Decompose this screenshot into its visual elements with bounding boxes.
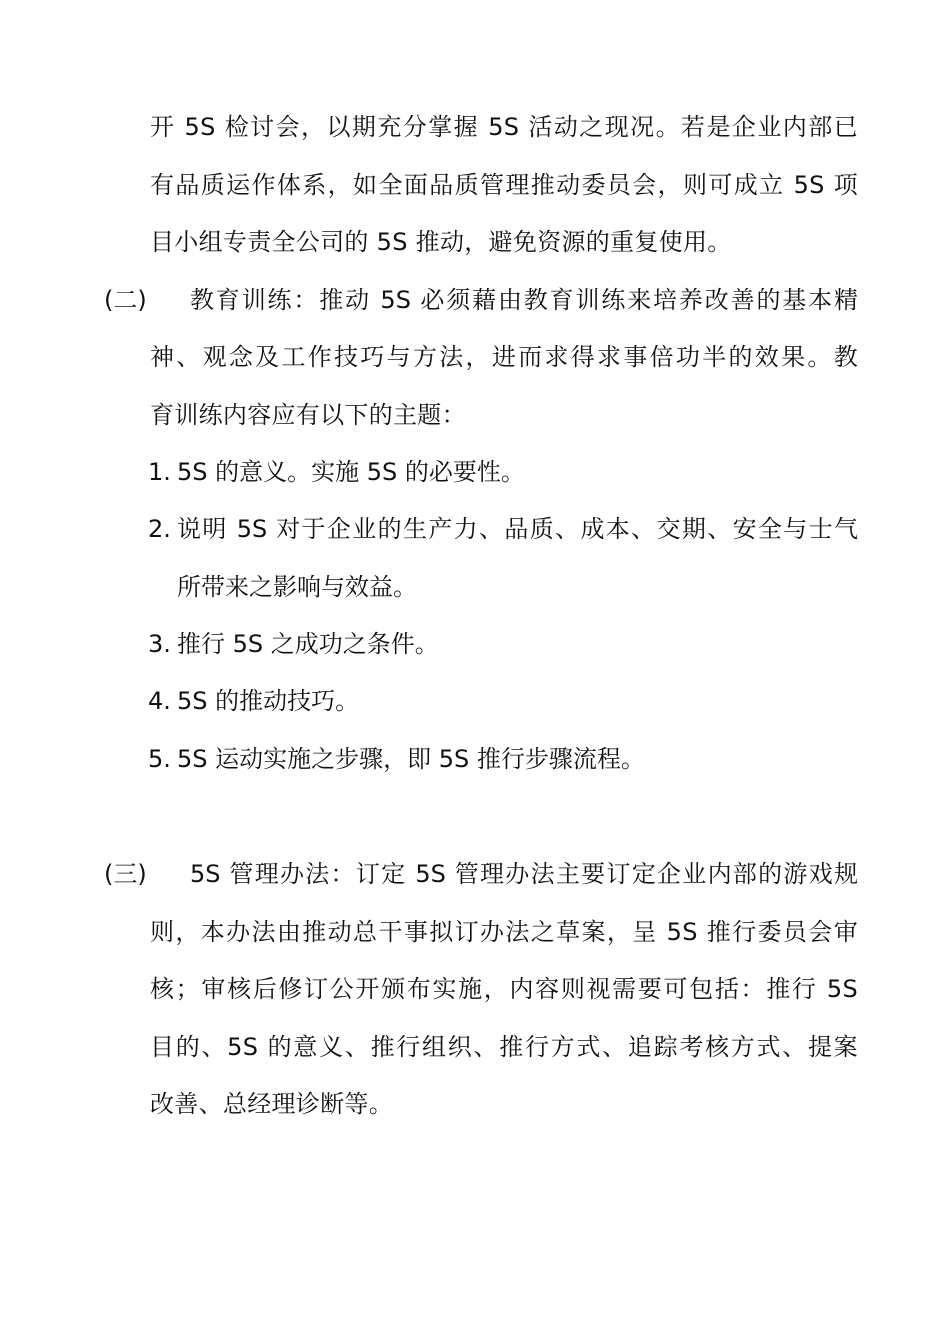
list-item-continuation: 所带来之影响与效益。 — [177, 573, 417, 601]
list-item-number: 3. — [148, 630, 171, 658]
list-item-text: 5S 的推动技巧。 — [177, 687, 360, 715]
intro-line-2: 有品质运作体系，如全面品质管理推动委员会，则可成立 5S 项 — [150, 171, 858, 199]
section-2-line-3: 育训练内容应有以下的主题： — [150, 401, 466, 429]
section-2-marker: (二) — [104, 286, 147, 314]
list-item-text: 推行 5S 之成功之条件。 — [177, 630, 439, 658]
section-3-line-2: 则，本办法由推动总干事拟订办法之草案，呈 5S 推行委员会审 — [150, 918, 858, 946]
section-3-line-4: 目的、5S 的意义、推行组织、推行方式、追踪考核方式、提案 — [150, 1033, 858, 1061]
list-item-number: 2. — [148, 515, 171, 543]
list-item-text: 5S 的意义。实施 5S 的必要性。 — [177, 458, 525, 486]
list-item-number: 4. — [148, 687, 171, 715]
section-3-line-5: 改善、总经理诊断等。 — [150, 1090, 393, 1118]
list-item-text: 说明 5S 对于企业的生产力、品质、成本、交期、安全与士气 — [177, 515, 858, 543]
list-item-number: 1. — [148, 458, 171, 486]
section-3-heading-line: 5S 管理办法：订定 5S 管理办法主要订定企业内部的游戏规 — [190, 860, 858, 888]
section-3-marker: (三) — [104, 860, 147, 888]
section-2-heading-line: 教育训练：推动 5S 必须藉由教育训练来培养改善的基本精 — [190, 286, 858, 314]
intro-line-1: 开 5S 检讨会，以期充分掌握 5S 活动之现况。若是企业内部已 — [150, 113, 858, 141]
list-item-text: 5S 运动实施之步骤，即 5S 推行步骤流程。 — [177, 745, 645, 773]
section-3-line-3: 核；审核后修订公开颁布实施，内容则视需要可包括：推行 5S — [150, 975, 858, 1003]
list-item-number: 5. — [148, 745, 171, 773]
intro-line-3: 目小组专责全公司的 5S 推动，避免资源的重复使用。 — [150, 228, 732, 256]
section-2-line-2: 神、观念及工作技巧与方法，进而求得求事倍功半的效果。教 — [150, 343, 858, 371]
